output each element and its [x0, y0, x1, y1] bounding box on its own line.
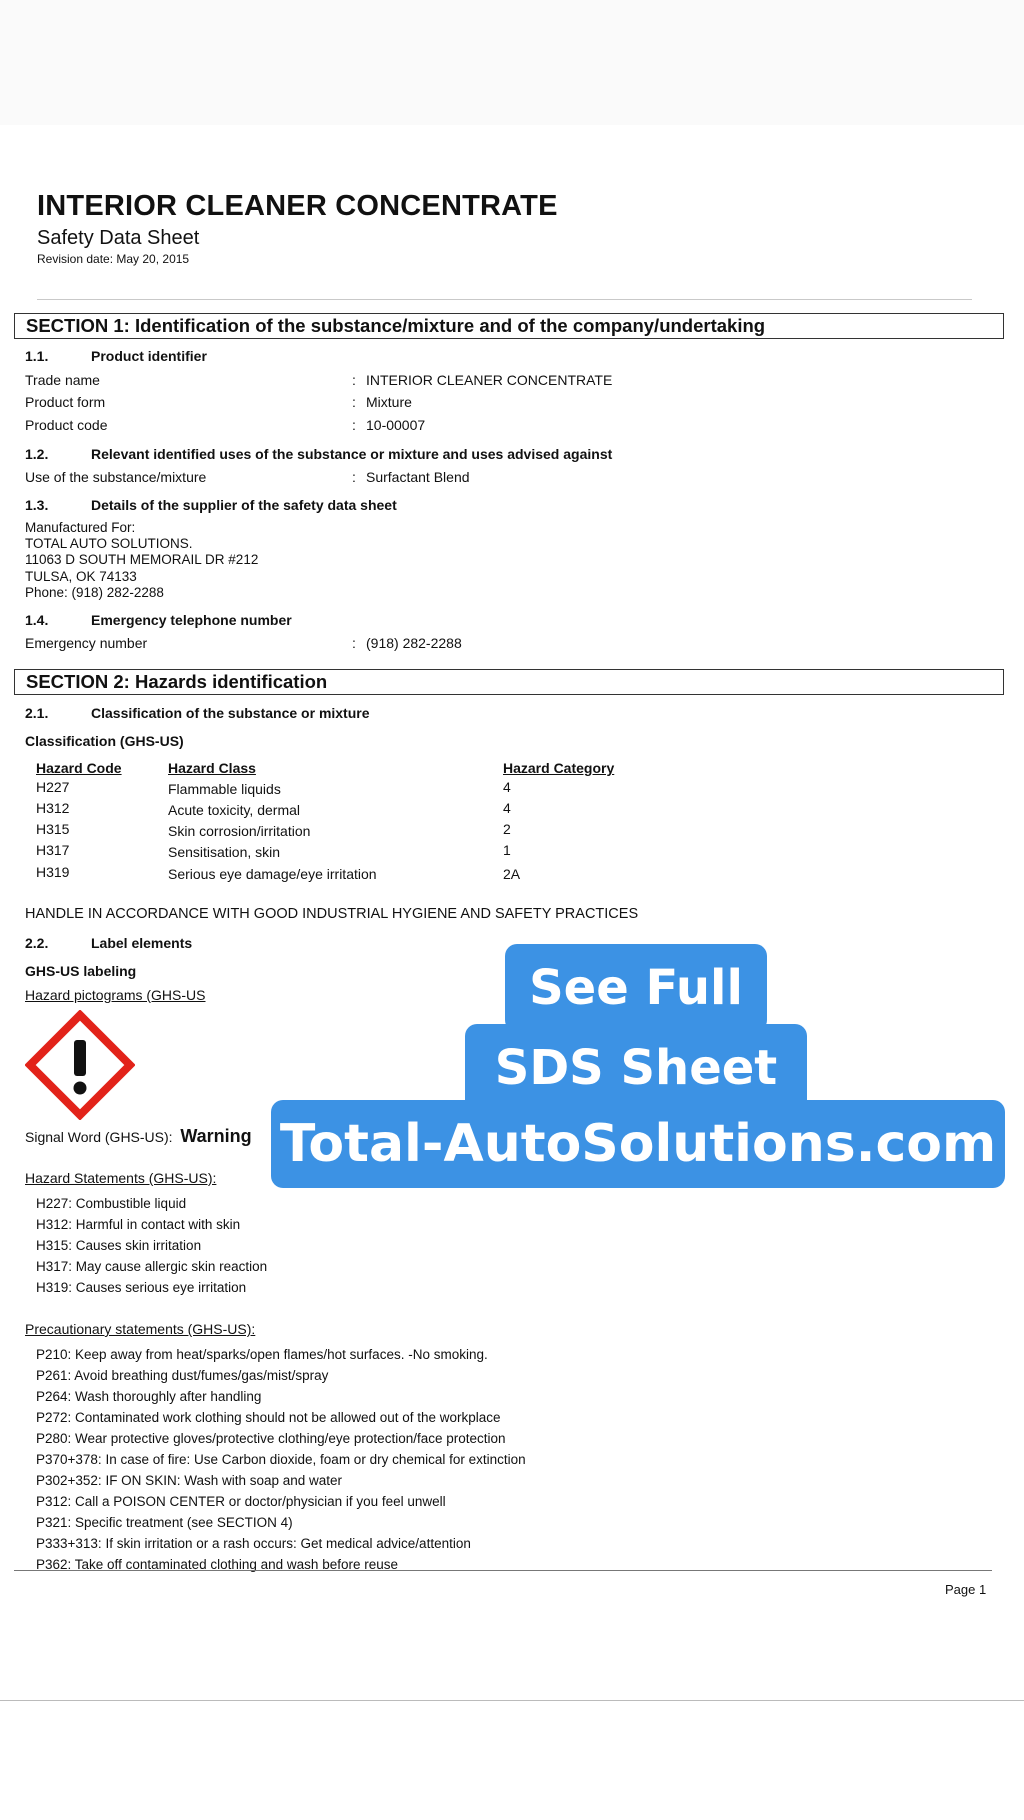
list-item: H227: Combustible liquid	[36, 1196, 187, 1211]
product-code-text: 10-00007	[366, 417, 426, 433]
emergency-label: Emergency number	[25, 635, 148, 651]
list-item: P302+352: IF ON SKIN: Wash with soap and water	[36, 1473, 343, 1488]
list-item: H312: Harmful in contact with skin	[36, 1217, 241, 1232]
emergency-value: : (918) 282-2288	[352, 635, 462, 651]
subsection-title: Product identifier	[91, 348, 207, 364]
supplier-address	[25, 520, 258, 601]
page-number: Page 1	[945, 1582, 987, 1597]
overlay-sds-sheet: SDS Sheet	[465, 1024, 807, 1112]
subsection-title: Emergency telephone number	[91, 612, 292, 628]
supplier-line: 11063 D SOUTH MEMORAIL DR #212	[25, 552, 259, 568]
emergency-text: (918) 282-2288	[366, 635, 462, 651]
table-cell: 1	[503, 842, 511, 858]
subsection-number: 1.3.	[25, 497, 49, 513]
trade-name-text: INTERIOR CLEANER CONCENTRATE	[366, 372, 613, 388]
table-cell: Flammable liquids	[168, 781, 281, 797]
list-item: P312: Call a POISON CENTER or doctor/physician if you feel unwell	[36, 1494, 446, 1509]
list-item: H315: Causes skin irritation	[36, 1238, 202, 1253]
supplier-line: Manufactured For:	[25, 520, 136, 535]
hazard-pictograms-label: Hazard pictograms (GHS-US	[25, 987, 206, 1003]
table-header-category: Hazard Category	[503, 760, 615, 776]
supplier-line: TOTAL AUTO SOLUTIONS.	[25, 536, 193, 552]
hazard-statements-label: Hazard Statements (GHS-US):	[25, 1170, 217, 1186]
product-code-label: Product code	[25, 417, 108, 433]
trade-name-label: Trade name	[25, 372, 100, 388]
subsection-title: Relevant identified uses of the substance or mixture and uses advised against	[91, 446, 613, 462]
signal-word: Warning	[180, 1126, 252, 1146]
document-title: INTERIOR CLEANER CONCENTRATE	[37, 190, 558, 222]
overlay-website-link[interactable]: Total-AutoSolutions.com	[271, 1100, 1005, 1188]
table-cell: H317	[36, 842, 70, 858]
subsection-1-1	[25, 348, 207, 364]
list-item: P362: Take off contaminated clothing and wash before reuse	[36, 1557, 398, 1572]
table-cell: H227	[36, 779, 70, 795]
subsection-2-2	[25, 935, 192, 951]
hazard-statements-list	[36, 1193, 267, 1298]
subsection-number: 1.1.	[25, 348, 49, 364]
subsection-number: 1.4.	[25, 612, 49, 628]
list-item: H317: May cause allergic skin reaction	[36, 1259, 268, 1274]
precautionary-statements-label: Precautionary statements (GHS-US):	[25, 1321, 256, 1337]
product-form-value: : Mixture	[352, 394, 412, 410]
table-cell: 2A	[503, 866, 521, 882]
table-cell: Serious eye damage/eye irritation	[168, 866, 377, 882]
product-code-value: : 10-00007	[352, 417, 426, 433]
list-item: P261: Avoid breathing dust/fumes/gas/mist/spray	[36, 1368, 329, 1383]
use-text: Surfactant Blend	[366, 469, 470, 485]
footer-divider	[14, 1570, 992, 1571]
subsection-title: Label elements	[91, 935, 193, 951]
top-band	[0, 0, 1024, 125]
exclamation-mark-pictogram-icon	[25, 1010, 135, 1120]
product-form-label: Product form	[25, 394, 106, 410]
list-item: P272: Contaminated work clothing should not be allowed out of the workplace	[36, 1410, 501, 1425]
signal-word-label: Signal Word (GHS-US):	[25, 1129, 173, 1145]
table-header-class: Hazard Class	[168, 760, 256, 776]
table-cell: H312	[36, 800, 70, 816]
document-subtitle: Safety Data Sheet	[37, 227, 200, 249]
section-1-heading: SECTION 1: Identification of the substance/mixture and of the company/undertaking	[14, 313, 1004, 339]
subsection-1-2	[25, 446, 612, 462]
subsection-1-4	[25, 612, 292, 628]
subsection-1-3	[25, 497, 397, 513]
table-cell: 4	[503, 779, 511, 795]
classification-label: Classification (GHS-US)	[25, 733, 184, 749]
precautionary-statements-list	[36, 1344, 526, 1575]
table-cell: 4	[503, 800, 511, 816]
table-cell: 2	[503, 821, 511, 837]
supplier-line: Phone: (918) 282-2288	[25, 584, 164, 600]
trade-name-value: : INTERIOR CLEANER CONCENTRATE	[352, 372, 613, 388]
supplier-line: TULSA, OK 74133	[25, 568, 137, 584]
handling-note: HANDLE IN ACCORDANCE WITH GOOD INDUSTRIAL HYGIENE AND SAFETY PRACTICES	[25, 906, 639, 922]
table-cell: Acute toxicity, dermal	[168, 802, 301, 818]
subsection-number: 2.2.	[25, 935, 49, 951]
product-form-text: Mixture	[366, 394, 412, 410]
lower-divider	[0, 1700, 1024, 1701]
table-cell: Skin corrosion/irritation	[168, 823, 311, 839]
use-value: : Surfactant Blend	[352, 469, 470, 485]
subsection-title: Details of the supplier of the safety data sheet	[91, 497, 397, 513]
list-item: P370+378: In case of fire: Use Carbon dioxide, foam or dry chemical for extinction	[36, 1452, 526, 1467]
subsection-title: Classification of the substance or mixture	[91, 705, 370, 721]
list-item: P264: Wash thoroughly after handling	[36, 1389, 262, 1404]
section-2-heading: SECTION 2: Hazards identification	[14, 669, 1004, 695]
list-item: P333+313: If skin irritation or a rash occurs: Get medical advice/attention	[36, 1536, 471, 1551]
list-item: H319: Causes serious eye irritation	[36, 1280, 247, 1295]
list-item: P210: Keep away from heat/sparks/open flames/hot surfaces. -No smoking.	[36, 1347, 488, 1362]
use-label: Use of the substance/mixture	[25, 469, 207, 485]
list-item: P280: Wear protective gloves/protective clothing/eye protection/face protection	[36, 1431, 506, 1446]
table-header-code: Hazard Code	[36, 760, 122, 776]
overlay-see-full: See Full	[505, 944, 767, 1032]
table-cell: Sensitisation, skin	[168, 844, 281, 860]
subsection-number: 1.2.	[25, 446, 49, 462]
header-divider	[37, 299, 972, 300]
list-item: P321: Specific treatment (see SECTION 4)	[36, 1515, 293, 1530]
revision-date: Revision date: May 20, 2015	[37, 252, 190, 266]
signal-word-row	[25, 1126, 252, 1147]
ghs-labeling-label: GHS-US labeling	[25, 963, 137, 979]
subsection-number: 2.1.	[25, 705, 49, 721]
subsection-2-1	[25, 705, 370, 721]
table-cell: H319	[36, 864, 70, 880]
table-cell: H315	[36, 821, 70, 837]
